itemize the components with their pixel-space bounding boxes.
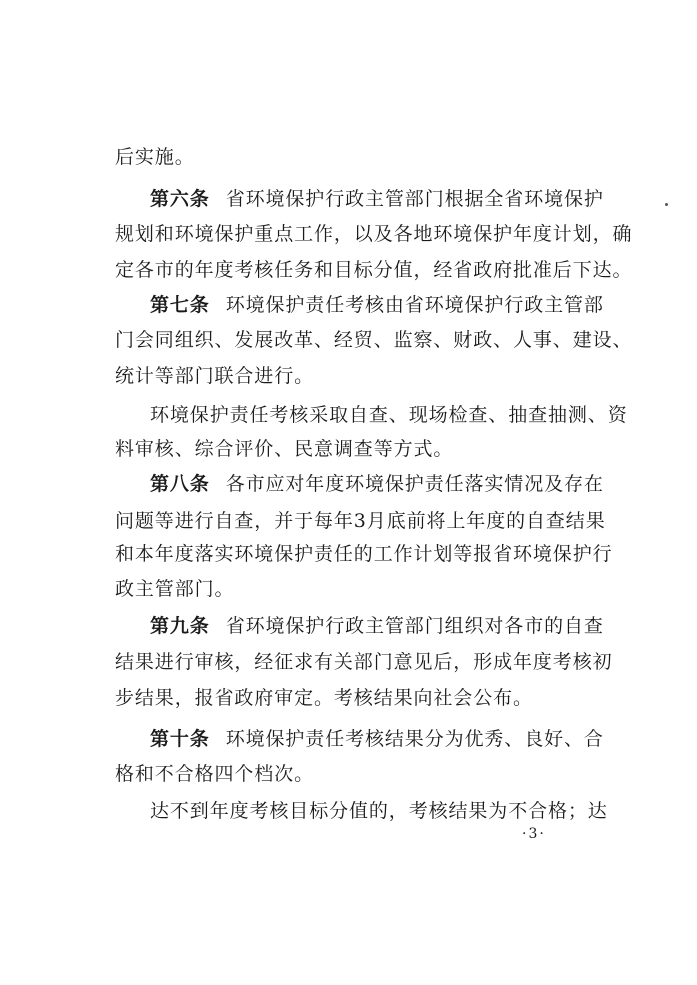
text-line: 环境保护责任考核采取自查、现场检查、抽查抽测、资 [150,404,628,426]
text-line: 结果进行审核，经征求有关部门意见后，形成年度考核初 [115,651,613,673]
text-line: 定各市的年度考核任务和目标分值，经省政府批准后下达。 [115,259,633,281]
article-8-first-line [150,472,604,496]
article-9-heading: 第九条 [150,615,210,637]
text-line: 格和不合格四个档次。 [115,763,315,785]
article-6-first-line [150,187,604,211]
text-line: 省环境保护行政主管部门根据全省环境保护 [225,188,604,210]
article-10-heading: 第十条 [150,728,210,750]
text-line: 统计等部门联合进行。 [115,365,315,387]
article-7-first-line [150,293,604,317]
text-line: 达不到年度考核目标分值的，考核结果为不合格；达 [150,800,608,822]
text-line: 省环境保护行政主管部门组织对各市的自查 [225,615,604,637]
article-7-heading: 第七条 [150,294,210,316]
text-line: 门会同组织、发展改革、经贸、监察、财政、人事、建设、 [115,329,633,351]
article-6-heading: 第六条 [150,188,210,210]
text-line: 政主管部门。 [115,578,235,600]
article-9-first-line [150,614,604,638]
article-8-heading: 第八条 [150,473,210,495]
text-line: 和本年度落实环境保护责任的工作计划等报省环境保护行 [115,543,613,565]
text-line: 各市应对年度环境保护责任落实情况及存在 [225,473,604,495]
text-line: 环境保护责任考核结果分为优秀、良好、合 [225,728,604,750]
text-line: 料审核、综合评价、民意调查等方式。 [115,438,454,460]
page-number: ·3· [522,826,546,842]
text-line: 步结果，报省政府审定。考核结果向社会公布。 [115,687,533,709]
scan-speck [665,203,668,206]
text-line: 规划和环境保护重点工作，以及各地环境保护年度计划，确 [115,223,633,245]
text-line: 后实施。 [115,146,195,168]
text-line: 环境保护责任考核由省环境保护行政主管部 [225,294,604,316]
text-line: 问题等进行自查，并于每年3月底前将上年度的自查结果 [115,510,606,532]
article-10-first-line [150,727,604,751]
